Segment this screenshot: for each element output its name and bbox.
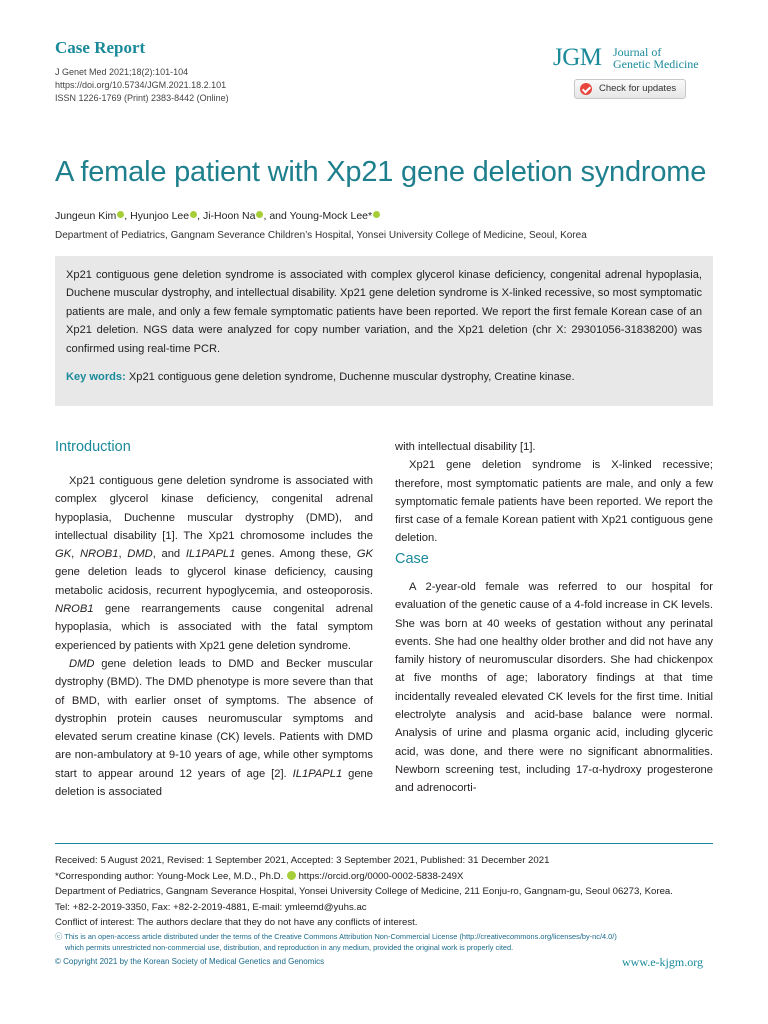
- footer-divider: [55, 843, 713, 844]
- section-heading-case: Case: [395, 551, 429, 567]
- affiliation: Department of Pediatrics, Gangnam Severance Children’s Hospital, Yonsei University College of Medicine, Seoul, Korea: [55, 230, 587, 241]
- license-notice: ⓒ This is an open-access article distributed under the terms of the Creative Commons Attribution Non-Commercial License (http://creativecommons.org/licenses/by-nc/4.0/) which permits unrestricted non-commercial use, distribution, and reproduction in any medium, provided the original work is properly cited.: [55, 932, 617, 952]
- author-name: Ji-Hoon Na: [202, 210, 256, 222]
- corresponding-author: *Corresponding author: Young-Mock Lee, M.D., Ph.D. https://orcid.org/0000-0002-5838-249X: [55, 870, 464, 882]
- keywords-text: Xp21 contiguous gene deletion syndrome, Duchenne muscular dystrophy, Creatine kinase.: [125, 371, 575, 384]
- introduction-body: [55, 472, 373, 801]
- footnotes: [55, 853, 715, 931]
- doi-link[interactable]: https://doi.org/10.5734/JGM.2021.18.2.101: [55, 80, 227, 90]
- check-for-updates-button[interactable]: [574, 79, 686, 99]
- author-list: Jungeun Kim , Hyunjoo Lee , Ji-Hoon Na , and Young-Mock Lee*: [55, 210, 380, 222]
- corresponding-address: Department of Pediatrics, Gangnam Severance Hospital, Yonsei University College of Medicine, 211 Eonju-ro, Gangnam-gu, Seoul 06273, Korea.: [55, 886, 673, 898]
- abstract-box: [55, 256, 713, 406]
- orcid-icon[interactable]: [373, 211, 380, 218]
- introduction-body-continued: [395, 438, 713, 548]
- journal-website-link[interactable]: www.e-kjgm.org: [622, 955, 703, 969]
- journal-name-line2: Genetic Medicine: [613, 57, 699, 71]
- author-name: Jungeun Kim: [55, 210, 117, 222]
- copyright: © Copyright 2021 by the Korean Society of Medical Genetics and Genomics: [55, 957, 325, 966]
- journal-abbrev: JGM: [553, 44, 602, 71]
- check-updates-icon: [580, 83, 592, 95]
- orcid-icon[interactable]: [287, 871, 296, 880]
- conflict-of-interest: Conflict of interest: The authors declare that they do not have any conflicts of interest.: [55, 917, 418, 929]
- author-name: Young-Mock Lee*: [289, 210, 373, 222]
- paragraph: Xp21 gene deletion syndrome is X-linked recessive; therefore, most symptomatic patients are male, and only a few symptomatic female patients have been reported. We report the first case of a female Korean patient with Xp21 contiguous gene deletion.: [395, 459, 713, 545]
- paragraph: with intellectual disability [1].: [395, 441, 536, 453]
- keywords: [66, 369, 702, 385]
- keywords-label: Key words:: [66, 371, 126, 384]
- corresponding-contact: Tel: +82-2-2019-3350, Fax: +82-2-2019-4881, E-mail: ymleemd@yuhs.ac: [55, 901, 367, 913]
- paragraph: A 2-year-old female was referred to our hospital for evaluation of the genetic cause of a 4-fold increase in CK levels. She was born at 40 weeks of gestation without any perinatal events. She had one healthy older brother and did not have any family history of neuromuscular disorders. She had chickenpox at five months of age; laboratory findings at that time incidentally revealed elevated CK levels for the first time. Initial electrolyte analysis and acid-base balance were normal. Analysis of urine and plasma organic acid, including glyceric acid, was done, and there were no significant abnormalities. Newborn screening test, including 17-α-hydroxy progesterone and adrenocorti-: [395, 581, 713, 795]
- article-dates: Received: 5 August 2021, Revised: 1 September 2021, Accepted: 3 September 2021, Published: 31 December 2021: [55, 855, 550, 866]
- paragraph: DMD gene deletion leads to DMD and Becker muscular dystrophy (BMD). The DMD phenotype is more severe than that of BMD, with earlier onset of symptoms. The absence of dystrophin protein causes neuromuscular symptoms and elevated serum creatine kinase (CK) levels. Patients with DMD are non-ambulatory at 9-10 years of age, while other symptoms start to appear around 12 years of age [2]. IL1PAPL1 gene deletion is associated: [55, 657, 374, 799]
- journal-name: [613, 46, 699, 70]
- orcid-link[interactable]: https://orcid.org/0000-0002-5838-249X: [295, 870, 464, 882]
- paragraph: Xp21 contiguous gene deletion syndrome is associated with complex glycerol kinase deficiency, congenital adrenal hypoplasia, Duchenne muscular dystrophy (DMD), and intellectual disability [1]. The Xp21 chromosome includes the GK, NROB1, DMD, and IL1PAPL1 genes. Among these, GK gene deletion leads to glycerol kinase deficiency, causing metabolic acidosis, recurrent hypoglycemia, and osteoporosis. NROB1 gene rearrangements cause congenital adrenal hypoplasia, which is associated with the fatal symptom experienced by patients with Xp21 gene deletion syndrome.: [55, 475, 374, 652]
- cc-icon: ⓒ: [55, 932, 65, 941]
- article-title: A female patient with Xp21 gene deletion syndrome: [55, 156, 707, 188]
- issn: ISSN 1226-1769 (Print) 2383-8442 (Online): [55, 93, 229, 103]
- article-type-label: Case Report: [55, 38, 146, 57]
- citation: J Genet Med 2021;18(2):101-104: [55, 67, 189, 77]
- citation-meta: [55, 66, 229, 105]
- section-heading-introduction: Introduction: [55, 439, 131, 455]
- abstract-text: Xp21 contiguous gene deletion syndrome is associated with complex glycerol kinase deficiency, congenital adrenal hypoplasia, Duchene muscular dystrophy, and intellectual disability. Xp21 gene deletion syndrome is X-linked recessive, so most symptomatic patients are male, and only a few female symptomatic patients have been reported. We report the first female Korean case of an Xp21 deletion. NGS data were analyzed for copy number variation, and the Xp21 deletion (chr X: 29301056-31838200) was confirmed using real-time PCR.: [66, 269, 702, 355]
- check-for-updates-label: Check for updates: [599, 83, 677, 94]
- case-body: [395, 578, 713, 798]
- journal-name-line1: Journal of: [613, 45, 662, 59]
- journal-logo: [553, 44, 723, 74]
- author-name: Hyunjoo Lee: [130, 210, 190, 222]
